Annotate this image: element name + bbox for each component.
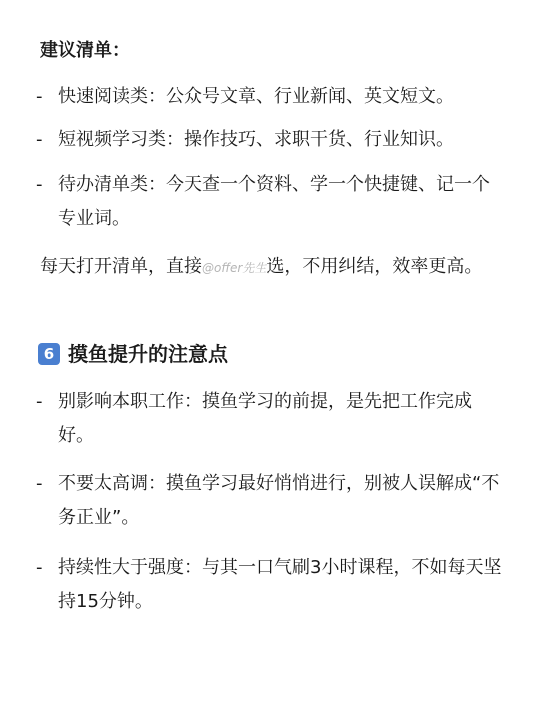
list-dash: - bbox=[36, 557, 43, 578]
list-item bbox=[36, 168, 506, 236]
watermark: @offer先生 bbox=[202, 261, 267, 275]
list-item bbox=[36, 385, 506, 453]
summary-paragraph bbox=[40, 252, 510, 283]
list-item bbox=[36, 551, 506, 619]
number-six-badge-icon: 6 bbox=[38, 343, 60, 365]
section-title: 摸鱼提升的注意点 bbox=[68, 342, 228, 366]
list-item bbox=[36, 80, 506, 114]
list-item bbox=[36, 123, 506, 157]
list-dash: - bbox=[36, 129, 43, 150]
summary-text-end: 选，不用纠结，效率更高。 bbox=[266, 256, 483, 277]
list-item-text: 别影响本职工作：摸鱼学习的前提，是先把工作完成好。 bbox=[58, 391, 472, 446]
list-dash: - bbox=[36, 391, 43, 412]
suggestion-heading: 建议清单： bbox=[40, 40, 130, 61]
list-item-text: 短视频学习类：操作技巧、求职干货、行业知识。 bbox=[58, 129, 454, 150]
summary-text-start: 每天打开清单，直接 bbox=[40, 256, 202, 277]
list-dash: - bbox=[36, 473, 43, 494]
list-item-text: 不要太高调：摸鱼学习最好悄悄进行，别被人误解成“不务正业”。 bbox=[58, 473, 500, 528]
list-dash: - bbox=[36, 86, 43, 107]
list-dash: - bbox=[36, 174, 43, 195]
list-item-text: 待办清单类：今天查一个资料、学一个快捷键、记一个专业词。 bbox=[58, 174, 490, 229]
section-heading bbox=[38, 340, 228, 368]
list-item bbox=[36, 467, 506, 535]
list-item-text: 持续性大于强度：与其一口气刷3小时课程，不如每天坚持15分钟。 bbox=[58, 557, 502, 612]
list-item-text: 快速阅读类：公众号文章、行业新闻、英文短文。 bbox=[58, 86, 454, 107]
